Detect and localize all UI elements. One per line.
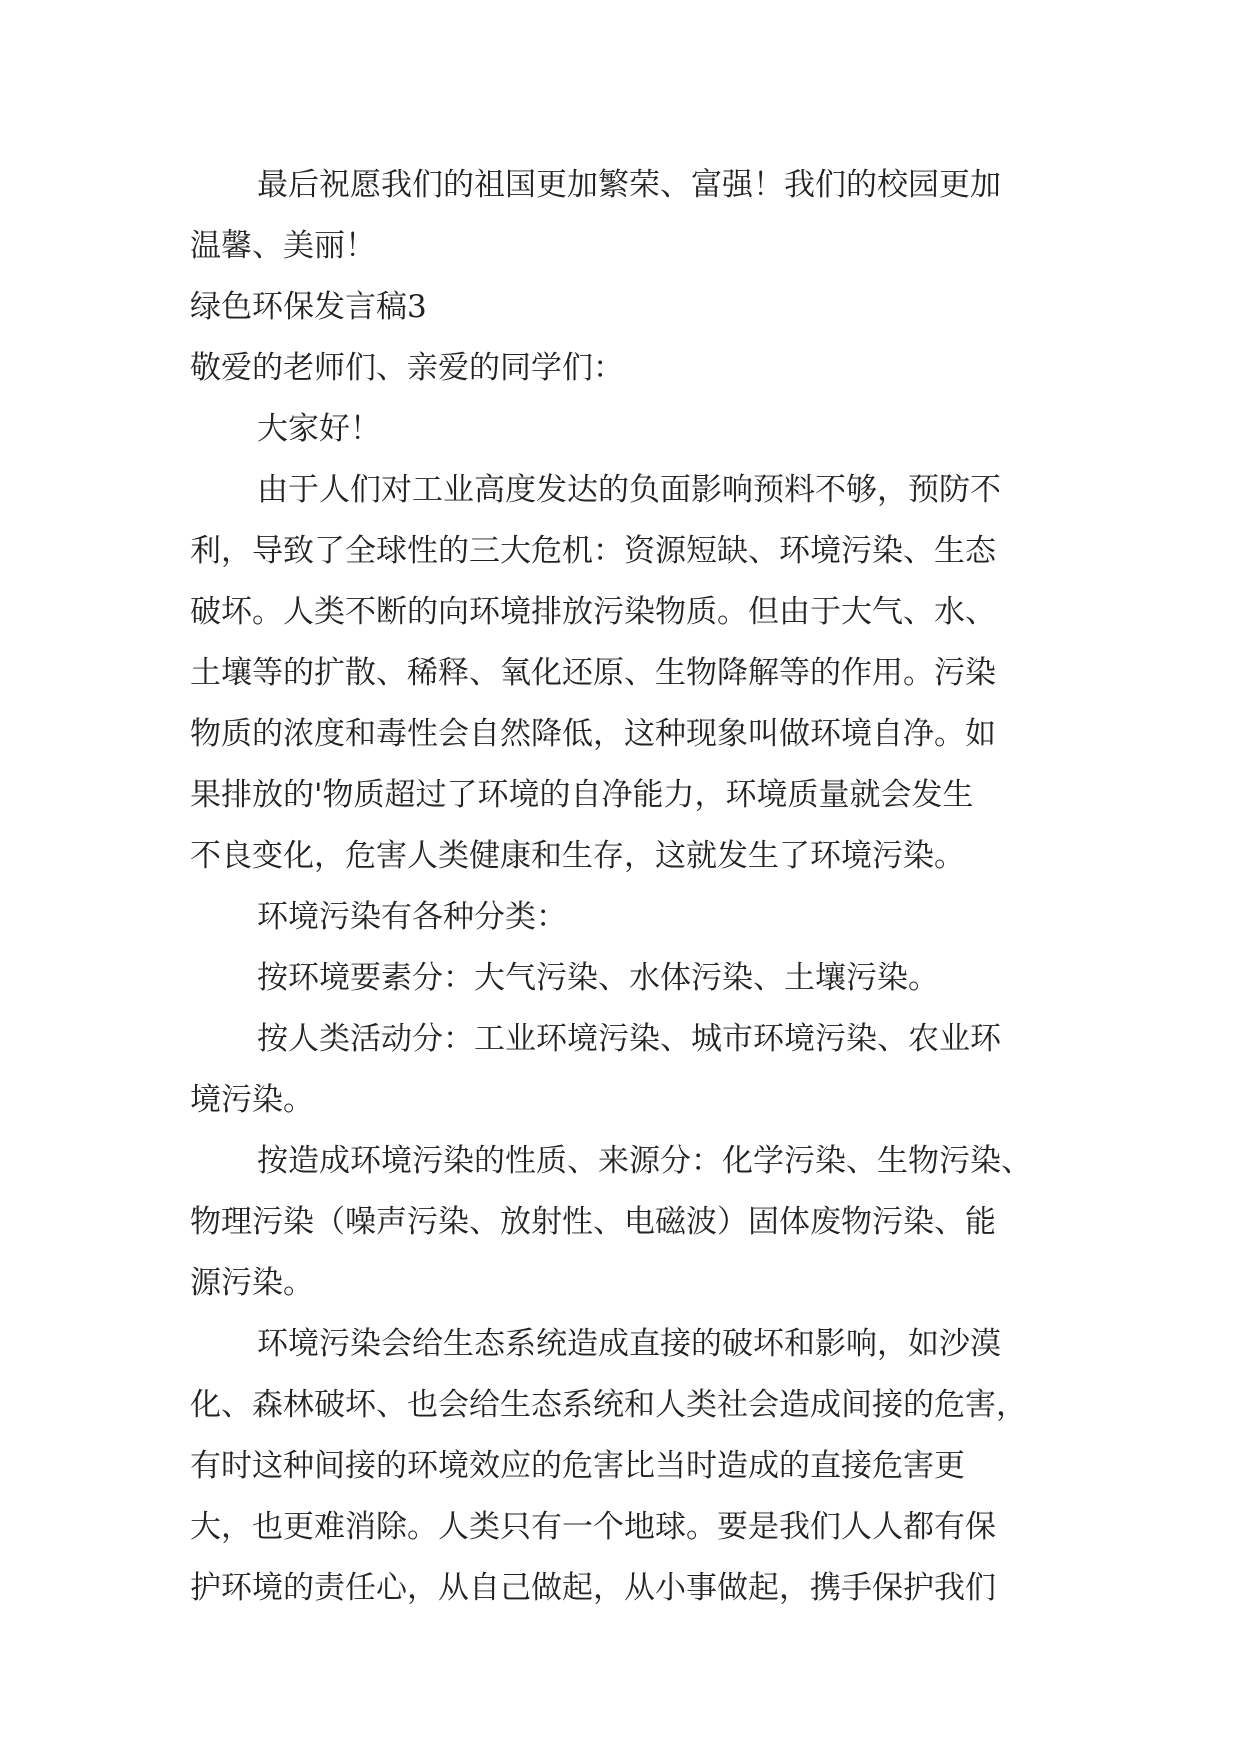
text-line: 由于人们对工业高度发达的负面影响预料不够，预防不 <box>257 472 1001 508</box>
text-line: 物质的浓度和毒性会自然降低，这种现象叫做环境自净。如 <box>190 716 996 752</box>
salutation: 敬爱的老师们、亲爱的同学们： <box>190 350 624 386</box>
text-line: 按环境要素分：大气污染、水体污染、土壤污染。 <box>257 960 939 996</box>
section-title: 绿色环保发言稿3 <box>190 289 427 325</box>
greeting: 大家好！ <box>257 411 381 447</box>
text-line: 环境污染有各种分类： <box>257 899 567 935</box>
text-line: 不良变化，危害人类健康和生存，这就发生了环境污染。 <box>190 838 965 874</box>
text-line: 温馨、美丽！ <box>190 228 376 264</box>
text-line: 环境污染会给生态系统造成直接的破坏和影响，如沙漠 <box>257 1326 1001 1362</box>
text-line: 按造成环境污染的性质、来源分：化学污染、生物污染、 <box>257 1143 1032 1179</box>
text-line: 按人类活动分：工业环境污染、城市环境污染、农业环 <box>257 1021 1001 1057</box>
text-line: 破坏。人类不断的向环境排放污染物质。但由于大气、水、 <box>190 594 996 630</box>
text-line: 护环境的责任心，从自己做起，从小事做起，携手保护我们 <box>190 1570 996 1606</box>
text-line: 大，也更难消除。人类只有一个地球。要是我们人人都有保 <box>190 1509 996 1545</box>
text-line: 境污染。 <box>190 1082 314 1118</box>
text-line: 最后祝愿我们的祖国更加繁荣、富强！我们的校园更加 <box>257 167 1001 203</box>
text-line: 土壤等的扩散、稀释、氧化还原、生物降解等的作用。污染 <box>190 655 996 691</box>
text-line: 果排放的'物质超过了环境的自净能力，环境质量就会发生 <box>190 777 974 813</box>
text-line: 有时这种间接的环境效应的危害比当时造成的直接危害更 <box>190 1448 965 1484</box>
text-line: 源污染。 <box>190 1265 314 1301</box>
text-line: 化、森林破坏、也会给生态系统和人类社会造成间接的危害， <box>190 1387 1027 1423</box>
text-line: 利，导致了全球性的三大危机：资源短缺、环境污染、生态 <box>190 533 996 569</box>
text-line: 物理污染（噪声污染、放射性、电磁波）固体废物污染、能 <box>190 1204 996 1240</box>
